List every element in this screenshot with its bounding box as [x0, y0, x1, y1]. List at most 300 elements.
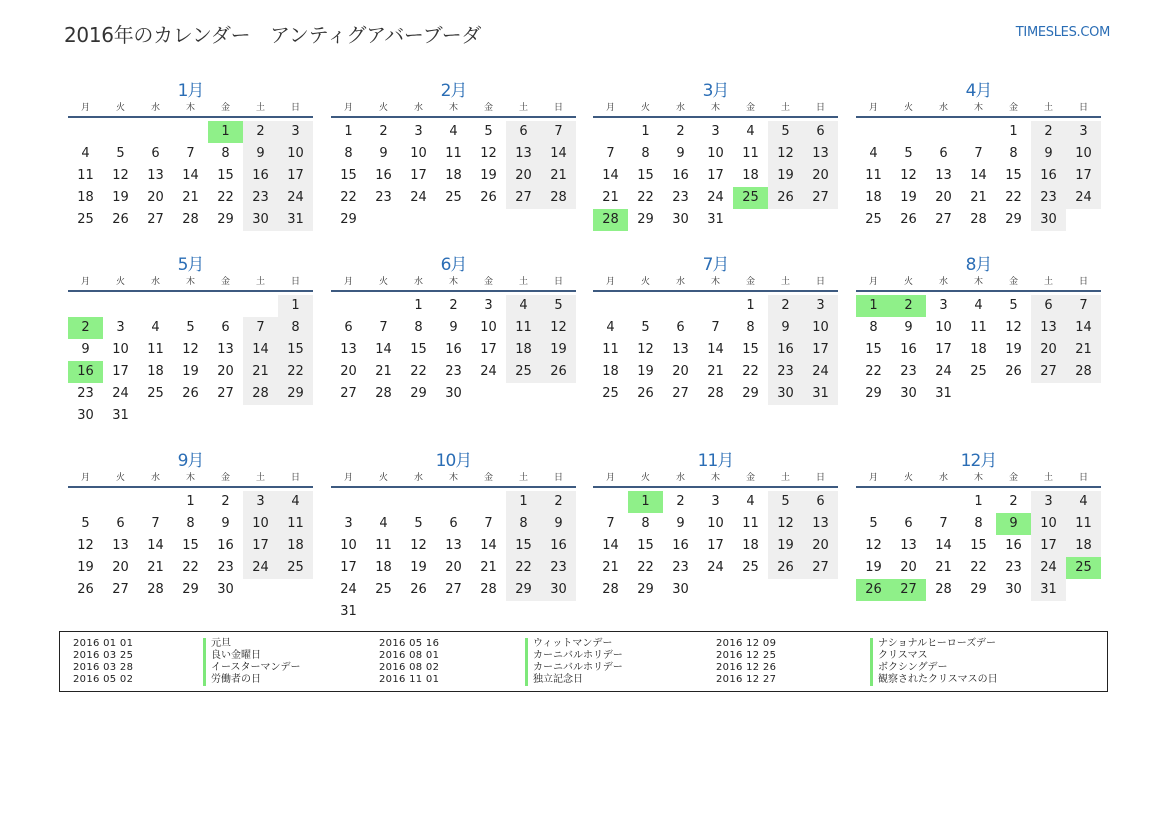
- weekday-header: 日: [815, 473, 825, 483]
- day-cell: 27: [112, 582, 129, 597]
- weekday-header: 月: [605, 103, 615, 113]
- day-cell: 29: [637, 212, 654, 227]
- day-cell: 14: [707, 342, 724, 357]
- weekday-header: 火: [378, 277, 388, 287]
- weekday-header: 木: [710, 103, 720, 113]
- day-cell: 27: [506, 187, 541, 209]
- day-cell: 9: [81, 342, 90, 357]
- day-cell: 12: [410, 538, 427, 553]
- weekday-header: 日: [290, 103, 300, 113]
- day-cell: 4: [606, 320, 615, 335]
- day-cell: 24: [410, 190, 427, 205]
- day-cell: 26: [1005, 364, 1022, 379]
- holiday-cell: 26: [856, 579, 891, 601]
- day-cell: 21: [480, 560, 497, 575]
- day-cell: 20: [672, 364, 689, 379]
- day-cell: 25: [970, 364, 987, 379]
- day-cell: 7: [606, 146, 615, 161]
- day-cell: 14: [243, 339, 278, 361]
- day-cell: 18: [375, 560, 392, 575]
- day-cell: 10: [243, 513, 278, 535]
- day-cell: 31: [340, 604, 357, 619]
- day-cell: 15: [637, 168, 654, 183]
- day-cell: 20: [217, 364, 234, 379]
- holiday-name: 良い金曜日: [203, 650, 261, 662]
- day-cell: 22: [637, 560, 654, 575]
- weekday-header: 火: [640, 473, 650, 483]
- weekday-header: 日: [290, 277, 300, 287]
- weekday-header: 水: [938, 103, 948, 113]
- day-cell: 30: [672, 212, 689, 227]
- day-cell: 6: [1031, 295, 1066, 317]
- day-cell: 13: [147, 168, 164, 183]
- day-cell: 9: [1031, 143, 1066, 165]
- holiday-name: 労働者の日: [203, 674, 261, 686]
- day-cell: 23: [217, 560, 234, 575]
- day-cell: 31: [803, 383, 838, 405]
- day-cell: 24: [935, 364, 952, 379]
- holiday-cell: 9: [996, 513, 1031, 535]
- holiday-name: ナショナルヒーローズデー: [870, 638, 996, 650]
- day-cell: 22: [637, 190, 654, 205]
- day-cell: 13: [1031, 317, 1066, 339]
- day-cell: 17: [480, 342, 497, 357]
- weekday-header: 火: [640, 103, 650, 113]
- day-cell: 16: [217, 538, 234, 553]
- day-cell: 16: [541, 535, 576, 557]
- day-cell: 23: [768, 361, 803, 383]
- weekday-header: 月: [868, 473, 878, 483]
- weekday-header: 水: [413, 473, 423, 483]
- weekday-header: 日: [1078, 473, 1088, 483]
- day-cell: 24: [112, 386, 129, 401]
- weekday-header: 火: [115, 473, 125, 483]
- day-cell: 29: [340, 212, 357, 227]
- weekday-header: 木: [185, 103, 195, 113]
- weekday-header: 金: [745, 277, 755, 287]
- day-cell: 11: [742, 516, 759, 531]
- weekday-header: 日: [815, 277, 825, 287]
- month-divider: [593, 290, 838, 292]
- holiday-name: クリスマス: [870, 650, 928, 662]
- day-cell: 24: [707, 190, 724, 205]
- day-cell: 29: [217, 212, 234, 227]
- day-cell: 10: [707, 146, 724, 161]
- day-cell: 16: [1005, 538, 1022, 553]
- day-cell: 11: [602, 342, 619, 357]
- day-cell: 30: [768, 383, 803, 405]
- day-cell: 28: [147, 582, 164, 597]
- day-cell: 10: [480, 320, 497, 335]
- month-name: 12月: [960, 451, 997, 471]
- day-cell: 19: [768, 535, 803, 557]
- day-cell: 8: [186, 516, 195, 531]
- month-divider: [331, 116, 576, 118]
- day-cell: 10: [935, 320, 952, 335]
- day-cell: 26: [480, 190, 497, 205]
- month-divider: [331, 290, 576, 292]
- holiday-name: ウィットマンデー: [525, 638, 612, 650]
- day-cell: 7: [379, 320, 388, 335]
- day-cell: 6: [151, 146, 160, 161]
- day-cell: 27: [217, 386, 234, 401]
- weekday-header: 金: [745, 103, 755, 113]
- day-cell: 7: [939, 516, 948, 531]
- day-cell: 18: [147, 364, 164, 379]
- month-name: 4月: [965, 81, 992, 101]
- day-cell: 8: [344, 146, 353, 161]
- weekday-header: 土: [780, 473, 790, 483]
- weekday-header: 土: [255, 473, 265, 483]
- day-cell: 28: [970, 212, 987, 227]
- day-cell: 4: [869, 146, 878, 161]
- month-divider: [331, 486, 576, 488]
- day-cell: 22: [410, 364, 427, 379]
- holiday-date: 2016 11 01: [379, 674, 440, 685]
- holiday-name: イースターマンデー: [203, 662, 301, 674]
- day-cell: 2: [676, 494, 685, 509]
- day-cell: 11: [506, 317, 541, 339]
- weekday-header: 日: [1078, 277, 1088, 287]
- weekday-header: 木: [973, 103, 983, 113]
- day-cell: 4: [151, 320, 160, 335]
- day-cell: 23: [541, 557, 576, 579]
- day-cell: 1: [506, 491, 541, 513]
- day-cell: 30: [445, 386, 462, 401]
- day-cell: 25: [865, 212, 882, 227]
- day-cell: 22: [742, 364, 759, 379]
- day-cell: 22: [970, 560, 987, 575]
- day-cell: 17: [112, 364, 129, 379]
- weekday-header: 土: [1043, 103, 1053, 113]
- day-cell: 15: [1005, 168, 1022, 183]
- month-name: 2月: [440, 81, 467, 101]
- weekday-header: 水: [150, 277, 160, 287]
- weekday-header: 日: [1078, 103, 1088, 113]
- day-cell: 23: [900, 364, 917, 379]
- day-cell: 5: [768, 121, 803, 143]
- day-cell: 10: [410, 146, 427, 161]
- day-cell: 4: [1066, 491, 1101, 513]
- day-cell: 4: [449, 124, 458, 139]
- weekday-header: 土: [255, 103, 265, 113]
- day-cell: 11: [375, 538, 392, 553]
- holiday-date: 2016 05 16: [379, 638, 440, 649]
- weekday-header: 月: [80, 103, 90, 113]
- day-cell: 23: [77, 386, 94, 401]
- day-cell: 13: [340, 342, 357, 357]
- month-divider: [68, 290, 313, 292]
- day-cell: 12: [1005, 320, 1022, 335]
- weekday-header: 木: [448, 473, 458, 483]
- day-cell: 27: [340, 386, 357, 401]
- day-cell: 16: [768, 339, 803, 361]
- weekday-header: 木: [710, 277, 720, 287]
- weekday-header: 土: [518, 277, 528, 287]
- day-cell: 9: [676, 146, 685, 161]
- holiday-date: 2016 03 25: [73, 650, 134, 661]
- day-cell: 8: [221, 146, 230, 161]
- day-cell: 18: [77, 190, 94, 205]
- weekday-header: 月: [868, 103, 878, 113]
- day-cell: 26: [768, 187, 803, 209]
- day-cell: 24: [1031, 557, 1066, 579]
- day-cell: 8: [869, 320, 878, 335]
- holiday-name: 元旦: [203, 638, 231, 650]
- day-cell: 2: [1009, 494, 1018, 509]
- day-cell: 9: [449, 320, 458, 335]
- day-cell: 5: [116, 146, 125, 161]
- weekday-header: 木: [973, 473, 983, 483]
- day-cell: 25: [506, 361, 541, 383]
- day-cell: 3: [116, 320, 125, 335]
- month-name: 7月: [702, 255, 729, 275]
- day-cell: 9: [541, 513, 576, 535]
- day-cell: 21: [602, 560, 619, 575]
- day-cell: 29: [637, 582, 654, 597]
- day-cell: 27: [803, 557, 838, 579]
- day-cell: 4: [81, 146, 90, 161]
- day-cell: 13: [803, 143, 838, 165]
- weekday-header: 火: [115, 277, 125, 287]
- day-cell: 1: [186, 494, 195, 509]
- day-cell: 14: [935, 538, 952, 553]
- day-cell: 1: [414, 298, 423, 313]
- weekday-header: 火: [903, 473, 913, 483]
- day-cell: 15: [278, 339, 313, 361]
- day-cell: 18: [445, 168, 462, 183]
- holiday-cell: 2: [68, 317, 103, 339]
- day-cell: 4: [379, 516, 388, 531]
- weekday-header: 水: [413, 103, 423, 113]
- day-cell: 28: [375, 386, 392, 401]
- holiday-cell: 1: [628, 491, 663, 513]
- holiday-cell: 25: [733, 187, 768, 209]
- day-cell: 4: [746, 494, 755, 509]
- weekday-header: 木: [185, 473, 195, 483]
- weekday-header: 日: [553, 103, 563, 113]
- weekday-header: 月: [605, 473, 615, 483]
- holiday-cell: 1: [856, 295, 891, 317]
- day-cell: 18: [742, 538, 759, 553]
- weekday-header: 土: [255, 277, 265, 287]
- day-cell: 11: [1066, 513, 1101, 535]
- day-cell: 3: [484, 298, 493, 313]
- day-cell: 5: [541, 295, 576, 317]
- holiday-name: ボクシングデー: [870, 662, 948, 674]
- day-cell: 12: [480, 146, 497, 161]
- day-cell: 26: [541, 361, 576, 383]
- day-cell: 10: [1066, 143, 1101, 165]
- day-cell: 3: [243, 491, 278, 513]
- day-cell: 25: [602, 386, 619, 401]
- day-cell: 5: [869, 516, 878, 531]
- day-cell: 7: [243, 317, 278, 339]
- day-cell: 13: [445, 538, 462, 553]
- day-cell: 21: [243, 361, 278, 383]
- day-cell: 14: [602, 538, 619, 553]
- holiday-cell: 2: [891, 295, 926, 317]
- day-cell: 12: [77, 538, 94, 553]
- day-cell: 23: [672, 560, 689, 575]
- day-cell: 26: [77, 582, 94, 597]
- weekday-header: 月: [343, 103, 353, 113]
- day-cell: 1: [344, 124, 353, 139]
- month-divider: [856, 290, 1101, 292]
- day-cell: 17: [243, 535, 278, 557]
- day-cell: 22: [340, 190, 357, 205]
- day-cell: 23: [1031, 187, 1066, 209]
- day-cell: 28: [1066, 361, 1101, 383]
- day-cell: 15: [506, 535, 541, 557]
- day-cell: 24: [243, 557, 278, 579]
- day-cell: 22: [1005, 190, 1022, 205]
- day-cell: 14: [480, 538, 497, 553]
- weekday-header: 金: [220, 103, 230, 113]
- day-cell: 5: [81, 516, 90, 531]
- day-cell: 17: [803, 339, 838, 361]
- day-cell: 9: [676, 516, 685, 531]
- day-cell: 12: [865, 538, 882, 553]
- day-cell: 11: [865, 168, 882, 183]
- day-cell: 22: [506, 557, 541, 579]
- weekday-header: 火: [903, 277, 913, 287]
- weekday-header: 日: [553, 277, 563, 287]
- day-cell: 20: [506, 165, 541, 187]
- day-cell: 11: [742, 146, 759, 161]
- weekday-header: 水: [675, 277, 685, 287]
- day-cell: 13: [672, 342, 689, 357]
- day-cell: 30: [900, 386, 917, 401]
- day-cell: 11: [77, 168, 94, 183]
- day-cell: 5: [1009, 298, 1018, 313]
- day-cell: 14: [970, 168, 987, 183]
- day-cell: 24: [480, 364, 497, 379]
- holiday-cell: 1: [208, 121, 243, 143]
- day-cell: 10: [1031, 513, 1066, 535]
- day-cell: 16: [672, 538, 689, 553]
- day-cell: 19: [768, 165, 803, 187]
- day-cell: 28: [243, 383, 278, 405]
- day-cell: 7: [711, 320, 720, 335]
- day-cell: 15: [182, 538, 199, 553]
- day-cell: 14: [602, 168, 619, 183]
- day-cell: 2: [768, 295, 803, 317]
- weekday-header: 火: [903, 103, 913, 113]
- day-cell: 24: [278, 187, 313, 209]
- day-cell: 11: [278, 513, 313, 535]
- day-cell: 1: [746, 298, 755, 313]
- weekday-header: 水: [938, 473, 948, 483]
- day-cell: 6: [449, 516, 458, 531]
- weekday-header: 日: [815, 103, 825, 113]
- day-cell: 21: [147, 560, 164, 575]
- holiday-name: カーニバルホリデー: [525, 662, 623, 674]
- month-divider: [593, 486, 838, 488]
- day-cell: 10: [340, 538, 357, 553]
- month-divider: [68, 486, 313, 488]
- holiday-legend: [59, 631, 1108, 692]
- day-cell: 5: [414, 516, 423, 531]
- day-cell: 29: [410, 386, 427, 401]
- day-cell: 27: [803, 187, 838, 209]
- day-cell: 1: [974, 494, 983, 509]
- day-cell: 13: [803, 513, 838, 535]
- site-logo[interactable]: TIMESLES.COM: [1015, 25, 1110, 40]
- day-cell: 7: [541, 121, 576, 143]
- day-cell: 23: [445, 364, 462, 379]
- day-cell: 24: [707, 560, 724, 575]
- weekday-header: 土: [780, 277, 790, 287]
- day-cell: 13: [506, 143, 541, 165]
- day-cell: 29: [742, 386, 759, 401]
- day-cell: 7: [1066, 295, 1101, 317]
- day-cell: 9: [221, 516, 230, 531]
- day-cell: 5: [641, 320, 650, 335]
- day-cell: 18: [278, 535, 313, 557]
- day-cell: 18: [742, 168, 759, 183]
- day-cell: 7: [186, 146, 195, 161]
- day-cell: 20: [112, 560, 129, 575]
- month-name: 11月: [697, 451, 734, 471]
- day-cell: 5: [484, 124, 493, 139]
- day-cell: 13: [900, 538, 917, 553]
- day-cell: 22: [217, 190, 234, 205]
- holiday-date: 2016 01 01: [73, 638, 134, 649]
- day-cell: 10: [112, 342, 129, 357]
- month-name: 9月: [177, 451, 204, 471]
- day-cell: 26: [182, 386, 199, 401]
- day-cell: 11: [445, 146, 462, 161]
- day-cell: 19: [1005, 342, 1022, 357]
- day-cell: 3: [803, 295, 838, 317]
- day-cell: 1: [1009, 124, 1018, 139]
- day-cell: 5: [768, 491, 803, 513]
- day-cell: 21: [970, 190, 987, 205]
- day-cell: 19: [112, 190, 129, 205]
- day-cell: 21: [707, 364, 724, 379]
- day-cell: 18: [1066, 535, 1101, 557]
- holiday-date: 2016 05 02: [73, 674, 134, 685]
- day-cell: 7: [151, 516, 160, 531]
- weekday-header: 金: [1008, 103, 1018, 113]
- day-cell: 29: [970, 582, 987, 597]
- day-cell: 4: [506, 295, 541, 317]
- day-cell: 22: [278, 361, 313, 383]
- day-cell: 30: [672, 582, 689, 597]
- holiday-cell: 16: [68, 361, 103, 383]
- day-cell: 1: [641, 124, 650, 139]
- day-cell: 3: [278, 121, 313, 143]
- day-cell: 20: [803, 165, 838, 187]
- day-cell: 27: [672, 386, 689, 401]
- day-cell: 5: [186, 320, 195, 335]
- day-cell: 21: [602, 190, 619, 205]
- day-cell: 29: [865, 386, 882, 401]
- day-cell: 19: [77, 560, 94, 575]
- holiday-date: 2016 03 28: [73, 662, 134, 673]
- weekday-header: 木: [710, 473, 720, 483]
- day-cell: 8: [1009, 146, 1018, 161]
- day-cell: 2: [541, 491, 576, 513]
- day-cell: 9: [379, 146, 388, 161]
- page-title: 2016年のカレンダー アンティグアバーブーダ: [64, 23, 482, 47]
- day-cell: 31: [935, 386, 952, 401]
- day-cell: 2: [449, 298, 458, 313]
- day-cell: 7: [974, 146, 983, 161]
- day-cell: 3: [414, 124, 423, 139]
- weekday-header: 月: [605, 277, 615, 287]
